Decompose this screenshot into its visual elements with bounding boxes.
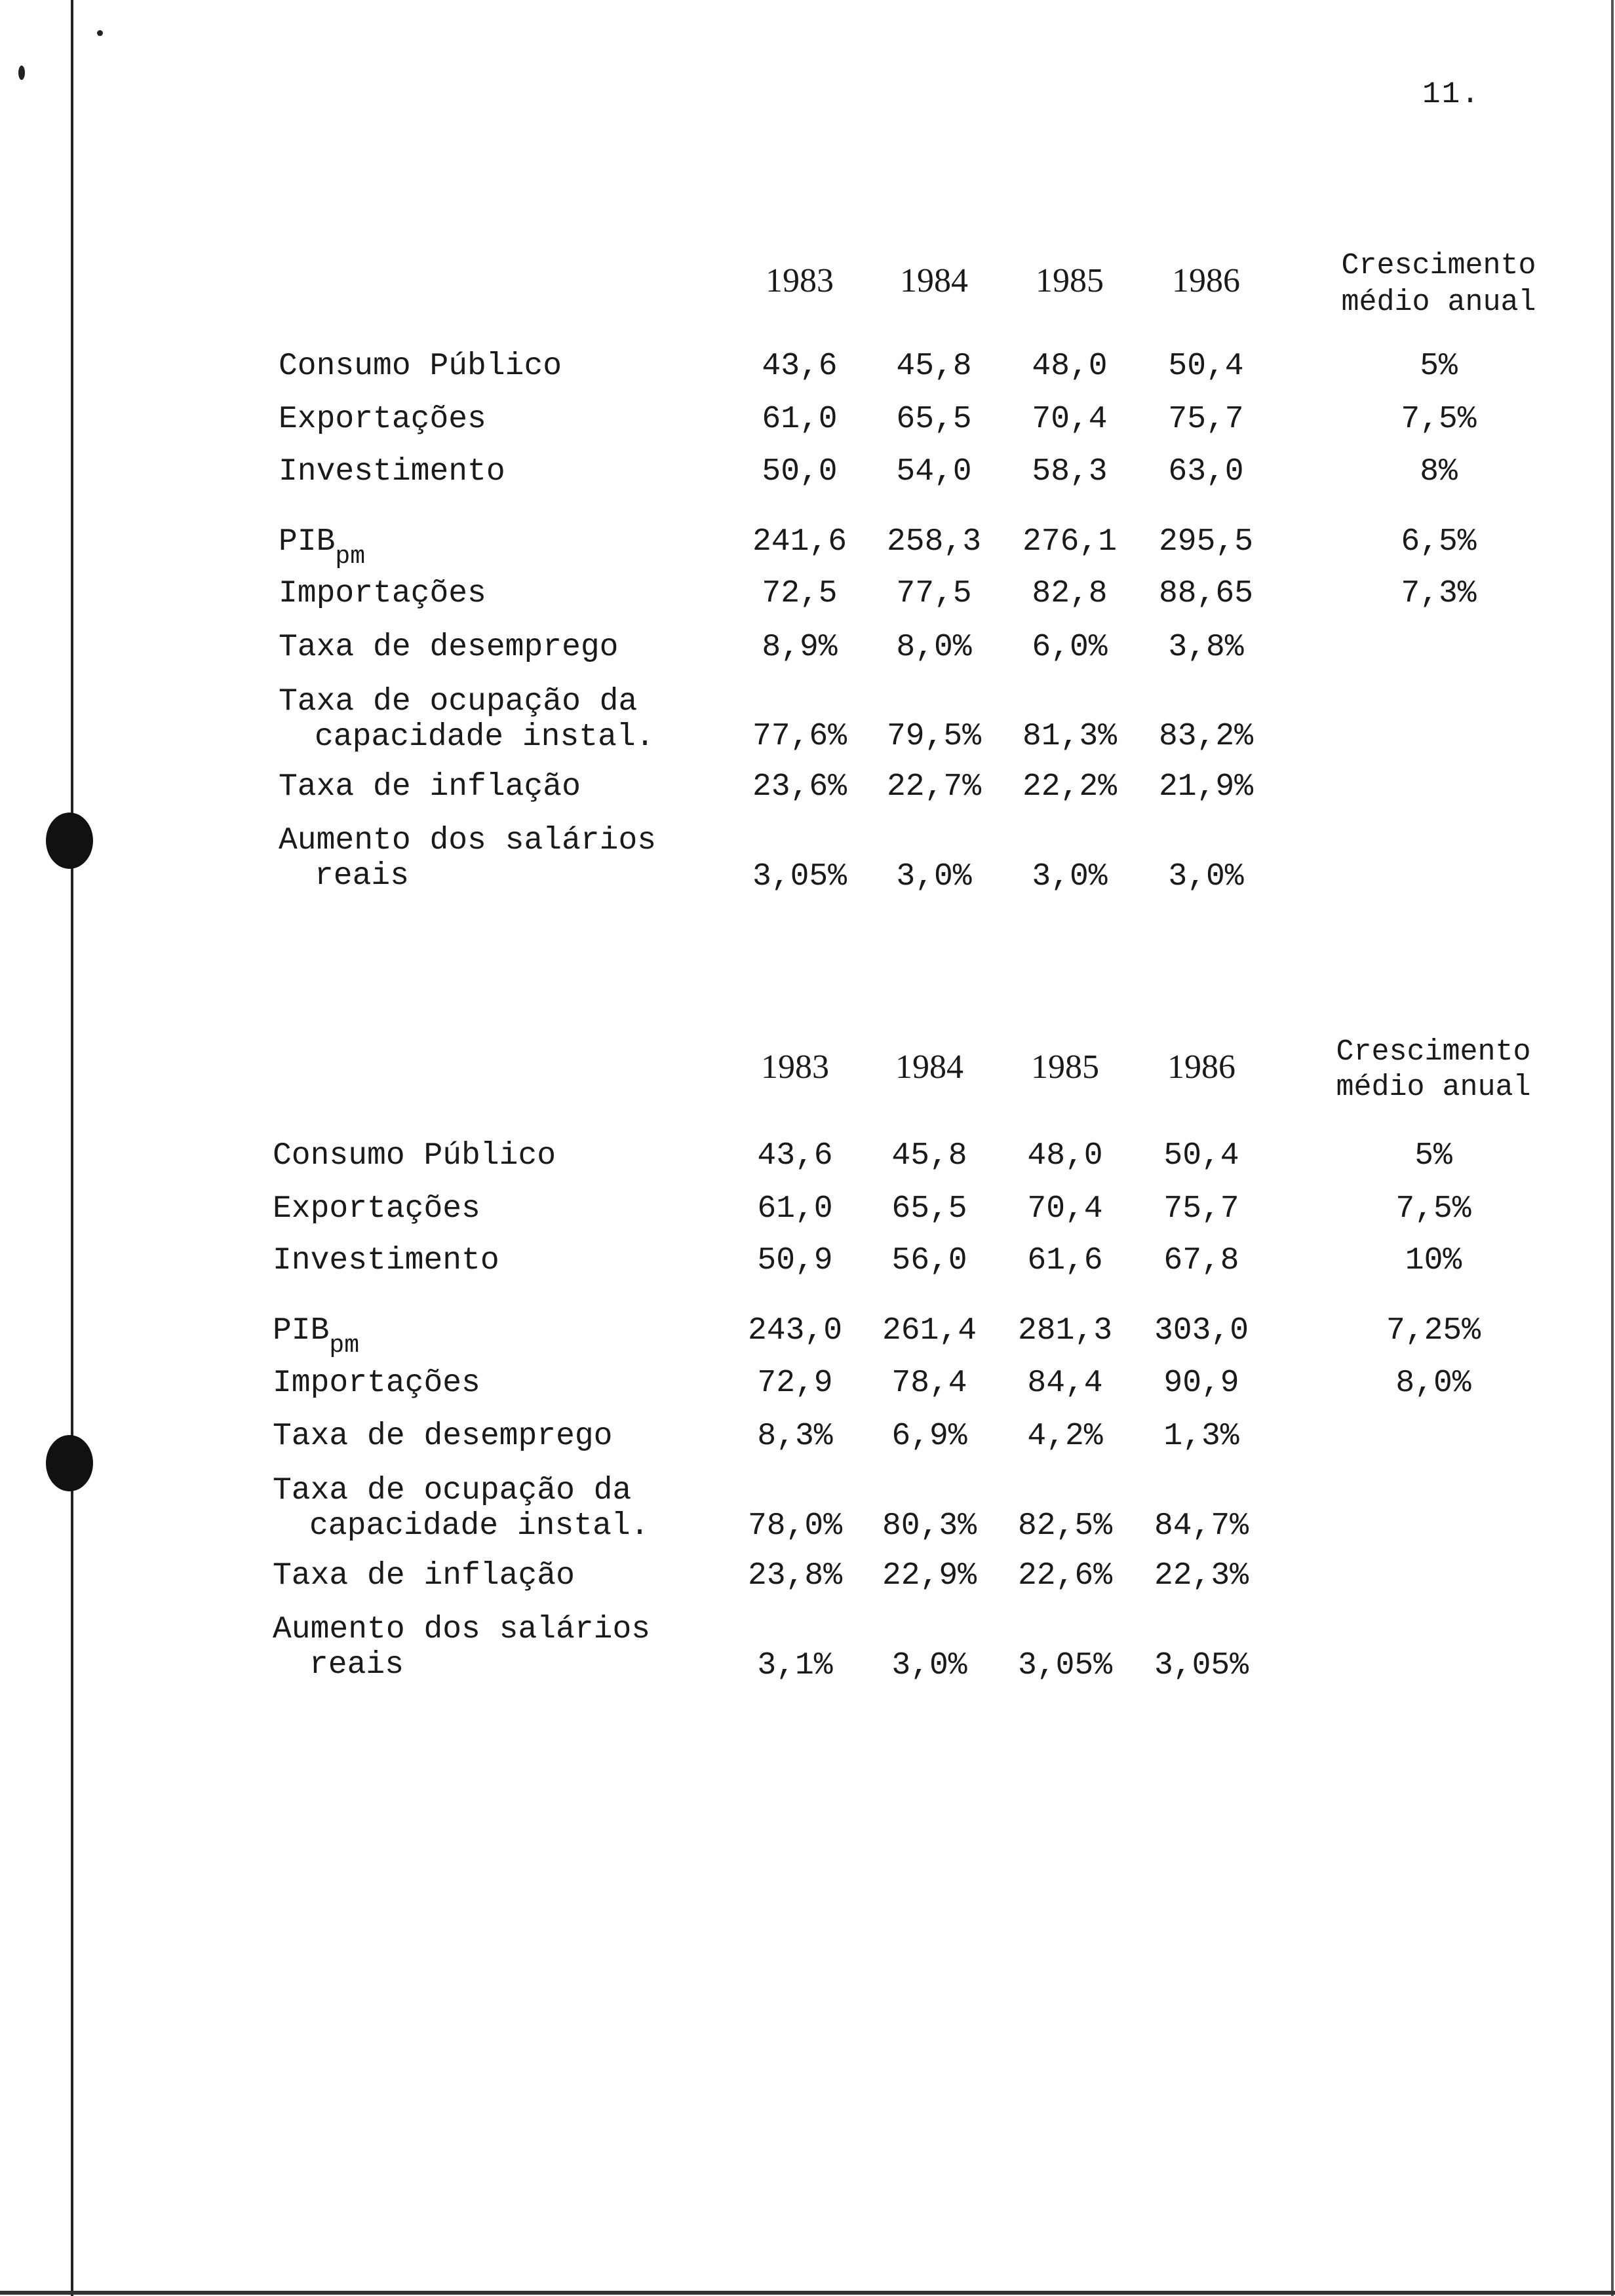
table-cell: 77,6%: [752, 719, 847, 754]
table-cell: 50,4: [1163, 1138, 1239, 1174]
row-label: reais: [315, 858, 410, 894]
table-cell: 79,5%: [886, 719, 982, 754]
ink-speck: [18, 66, 25, 80]
table-cell: 8,9%: [762, 630, 838, 665]
table-cell: 276,1: [1022, 524, 1118, 560]
page-number: 11.: [1422, 77, 1481, 111]
table-cell: 22,9%: [882, 1558, 977, 1594]
row-label: Taxa de ocupação da: [279, 684, 638, 719]
row-label-subscript: pm: [335, 543, 366, 571]
table-cell: 3,05%: [752, 859, 847, 894]
table-cell: 1,3%: [1163, 1419, 1239, 1454]
row-label: capacidade instal.: [315, 719, 655, 755]
row-label: Taxa de inflação: [273, 1558, 575, 1594]
table-cell: 3,0%: [1032, 859, 1108, 894]
table-cell: 3,0%: [896, 859, 972, 894]
table-cell: 3,05%: [1017, 1648, 1113, 1683]
table-cell: 70,4: [1032, 402, 1108, 437]
table-cell: 58,3: [1032, 454, 1108, 489]
page-bottom-edge: [0, 2291, 1615, 2295]
table-cell: 48,0: [1027, 1138, 1103, 1174]
table-cell: 61,0: [762, 402, 838, 437]
growth-cell: 5%: [1420, 349, 1458, 384]
table-cell: 67,8: [1163, 1243, 1239, 1278]
table-cell: 65,5: [891, 1191, 967, 1227]
growth-header-line: médio anual: [1341, 286, 1536, 319]
table-cell: 84,4: [1027, 1366, 1103, 1401]
row-label: Exportações: [273, 1191, 480, 1227]
table-cell: 21,9%: [1158, 769, 1254, 805]
table-cell: 63,0: [1168, 454, 1244, 489]
growth-header-line: Crescimento: [1336, 1035, 1531, 1069]
table-cell: 43,6: [762, 349, 838, 384]
table-cell: 81,3%: [1022, 719, 1118, 754]
table-cell: 261,4: [882, 1313, 977, 1349]
row-label: Aumento dos salários: [273, 1612, 651, 1647]
table-cell: 22,7%: [886, 769, 982, 805]
row-label: Investimento: [279, 454, 505, 489]
table-cell: 72,9: [757, 1366, 833, 1401]
table-cell: 8,3%: [757, 1419, 833, 1454]
table-cell: 281,3: [1017, 1313, 1113, 1349]
table-cell: 3,05%: [1154, 1648, 1249, 1683]
row-label: $PIB_{pm}$: [279, 524, 366, 571]
table-cell: 22,6%: [1017, 1558, 1113, 1594]
table-cell: 3,1%: [757, 1648, 833, 1683]
table-cell: 77,5: [896, 576, 972, 611]
table-cell: 3,0%: [891, 1648, 967, 1683]
table-cell: 82,5%: [1017, 1508, 1113, 1544]
row-label: reais: [309, 1647, 404, 1683]
row-label: Exportações: [279, 402, 486, 437]
table-cell: 61,6: [1027, 1243, 1103, 1278]
growth-cell: 6,5%: [1401, 524, 1477, 560]
table-cell: 65,5: [896, 402, 972, 437]
column-header-year: 1984: [900, 262, 968, 299]
column-header-year: 1986: [1167, 1048, 1236, 1086]
growth-cell: 7,3%: [1401, 576, 1477, 611]
table-cell: 3,8%: [1168, 630, 1244, 665]
table-cell: 23,6%: [752, 769, 847, 805]
row-label: Investimento: [273, 1243, 499, 1278]
table-cell: 61,0: [757, 1191, 833, 1227]
table-cell: 48,0: [1032, 349, 1108, 384]
table-cell: 75,7: [1163, 1191, 1239, 1227]
table-cell: 45,8: [891, 1138, 967, 1174]
row-label: Taxa de ocupação da: [273, 1473, 632, 1508]
row-label-subscript: pm: [329, 1331, 360, 1360]
row-label: capacidade instal.: [309, 1508, 650, 1544]
table-cell: 80,3%: [882, 1508, 977, 1544]
growth-cell: 8,0%: [1395, 1366, 1471, 1401]
column-header-year: 1985: [1031, 1048, 1099, 1086]
column-header-year: 1983: [766, 262, 834, 299]
table-cell: 72,5: [762, 576, 838, 611]
table-cell: 50,4: [1168, 349, 1244, 384]
column-header-year: 1983: [761, 1048, 829, 1086]
row-label: Consumo Público: [273, 1138, 556, 1174]
growth-cell: 10%: [1405, 1243, 1462, 1278]
table-cell: 6,9%: [891, 1419, 967, 1454]
table-cell: 4,2%: [1027, 1419, 1103, 1454]
row-label: Importações: [279, 576, 486, 611]
row-label: $PIB_{pm}$: [273, 1313, 360, 1360]
ink-speck: [97, 30, 103, 36]
row-label: Importações: [273, 1366, 480, 1401]
table-cell: 295,5: [1158, 524, 1254, 560]
punch-hole: [46, 1435, 93, 1491]
punch-hole: [46, 813, 93, 869]
page-right-edge: [1611, 0, 1614, 2296]
table-cell: 23,8%: [747, 1558, 843, 1594]
table-cell: 241,6: [752, 524, 847, 560]
growth-cell: 5%: [1414, 1138, 1452, 1174]
table-cell: 82,8: [1032, 576, 1108, 611]
table-cell: 70,4: [1027, 1191, 1103, 1227]
table-cell: 50,0: [762, 454, 838, 489]
growth-cell: 7,25%: [1386, 1313, 1481, 1349]
growth-header-line: Crescimento: [1341, 249, 1536, 282]
table-cell: 83,2%: [1158, 719, 1254, 754]
row-label: Taxa de desemprego: [279, 630, 619, 665]
row-label: Consumo Público: [279, 349, 562, 384]
binding-line: [71, 0, 73, 2296]
table-cell: 90,9: [1163, 1366, 1239, 1401]
column-header-year: 1986: [1172, 262, 1240, 299]
growth-cell: 7,5%: [1401, 402, 1477, 437]
table-cell: 56,0: [891, 1243, 967, 1278]
row-label: Taxa de inflação: [279, 769, 581, 805]
table-cell: 258,3: [886, 524, 982, 560]
table-cell: 3,0%: [1168, 859, 1244, 894]
table-cell: 22,2%: [1022, 769, 1118, 805]
table-cell: 303,0: [1154, 1313, 1249, 1349]
row-label: Aumento dos salários: [279, 823, 657, 858]
table-cell: 54,0: [896, 454, 972, 489]
table-cell: 75,7: [1168, 402, 1244, 437]
table-cell: 6,0%: [1032, 630, 1108, 665]
row-label: Taxa de desemprego: [273, 1419, 613, 1454]
table-cell: 84,7%: [1154, 1508, 1249, 1544]
column-header-year: 1984: [895, 1048, 963, 1086]
table-cell: 243,0: [747, 1313, 843, 1349]
table-cell: 8,0%: [896, 630, 972, 665]
table-cell: 45,8: [896, 349, 972, 384]
table-cell: 78,4: [891, 1366, 967, 1401]
growth-cell: 8%: [1420, 454, 1458, 489]
table-cell: 50,9: [757, 1243, 833, 1278]
table-cell: 78,0%: [747, 1508, 843, 1544]
table-cell: 22,3%: [1154, 1558, 1249, 1594]
growth-cell: 7,5%: [1395, 1191, 1471, 1227]
table-cell: 88,65: [1158, 576, 1254, 611]
column-header-year: 1985: [1036, 262, 1104, 299]
growth-header-line: médio anual: [1336, 1071, 1531, 1104]
table-cell: 43,6: [757, 1138, 833, 1174]
